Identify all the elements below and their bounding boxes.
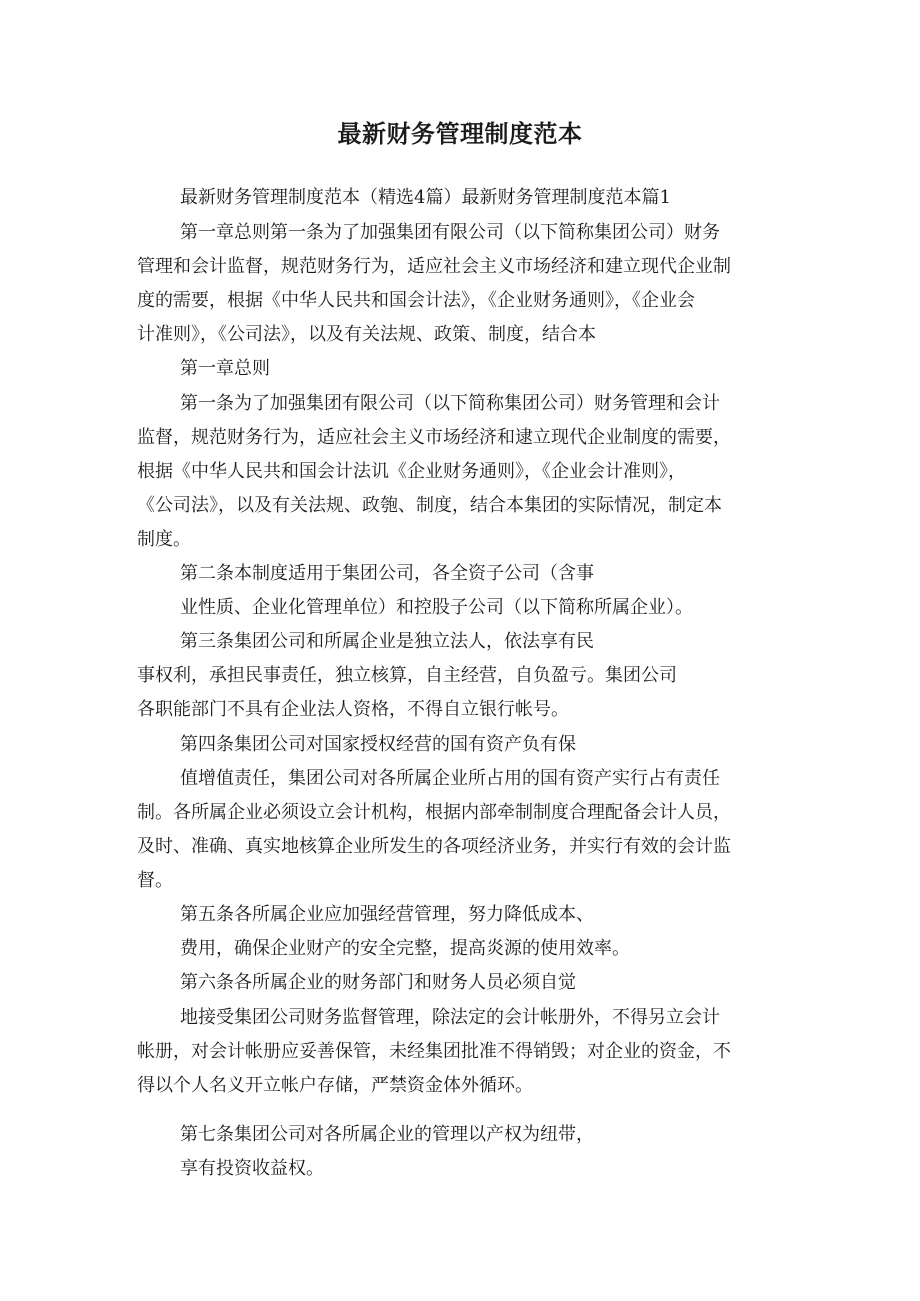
paragraph-line: 第一章总则 — [180, 358, 270, 379]
paragraph-line: 第六条各所属企业的财务部门和财务人员必须自觉 — [180, 972, 576, 993]
paragraph-line: 享有投资收益权。 — [180, 1158, 324, 1179]
paragraph-line: 《公司法》，以及有关法规、政匏、制度，结合本集团的实际情况，制定本 — [137, 495, 722, 516]
paragraph-line: 费用，确保企业财产的安全完整，提高炎源的使用效率。 — [180, 938, 630, 959]
paragraph-line: 管理和会计监督，规范财务行为，适应社会主义市场经济和建立现代企业制 — [137, 256, 731, 277]
paragraph-line: 帐册，对会计帐册应妥善保管，未经集团批准不得销毁；对企业的资金，不 — [137, 1041, 731, 1062]
paragraph-line: 第一章总则第一条为了加强集团有限公司（以下简称集团公司）财务 — [180, 222, 720, 243]
paragraph-line: 根据《中华人民共和国会计法讥《企业财务通则》，《企业会计准则》， — [137, 461, 686, 482]
paragraph-line: 值增值责任，集团公司对各所属企业所占用的国有资产实行占有责任 — [180, 768, 720, 789]
paragraph-line: 度的需要，根据《中华人民共和国会计法》，《企业财务通则》，《企业会 — [137, 290, 695, 311]
paragraph-line: 制。各所属企业必须设立会计机构，根据内部牵制制度合理配备会计人员， — [137, 802, 731, 823]
paragraph-line: 地接受集团公司财务监督管理，除法定的会计帐册外，不得另立会计 — [180, 1007, 720, 1028]
paragraph-line: 督。 — [137, 870, 173, 891]
paragraph-line: 第四条集团公司对国家授权经营的国有资产负有保 — [180, 734, 576, 755]
paragraph-line: 最新财务管理制度范本（精选4篇）最新财务管理制度范本篇1 — [180, 187, 671, 208]
paragraph-line: 第七条集团公司对各所属企业的管理以产权为纽带， — [180, 1124, 594, 1145]
paragraph-line: 及时、准确、真实地核算企业所发生的各项经济业务，并实行有效的会计监 — [137, 836, 731, 857]
paragraph-line: 各职能部门不具有企业法人资格，不得自立银行帐号。 — [137, 699, 569, 720]
paragraph-line: 事权利，承担民事责任，独立核算，自主经营，自负盈亏。集团公司 — [137, 665, 677, 686]
paragraph-line: 业性质、企业化管理单位）和控股子公司（以下简称所属企业）。 — [180, 597, 693, 618]
paragraph-line: 计准则》，《公司法》，以及有关法规、政策、制度，结合本 — [137, 324, 596, 345]
paragraph-line: 得以个人名义开立帐户存储，严禁资金体外循环。 — [137, 1075, 533, 1096]
paragraph-line: 监督，规范财务行为，适应社会主义市场经济和逮立现代企业制度的需要， — [137, 427, 731, 448]
paragraph-line: 第三条集团公司和所属企业是独立法人，依法享有民 — [180, 631, 594, 652]
paragraph-line: 第一条为了加强集团有限公司（以下简称集团公司）财务管理和会计 — [180, 393, 720, 414]
paragraph-line: 第二条本制度适用于集团公司，各全资子公司（含事 — [180, 563, 594, 584]
paragraph-line: 制度。 — [137, 529, 191, 550]
paragraph-line: 第五条各所属企业应加强经营管理，努力降低成本、 — [180, 904, 594, 925]
document-title: 最新财务管理制度范本 — [337, 120, 583, 148]
